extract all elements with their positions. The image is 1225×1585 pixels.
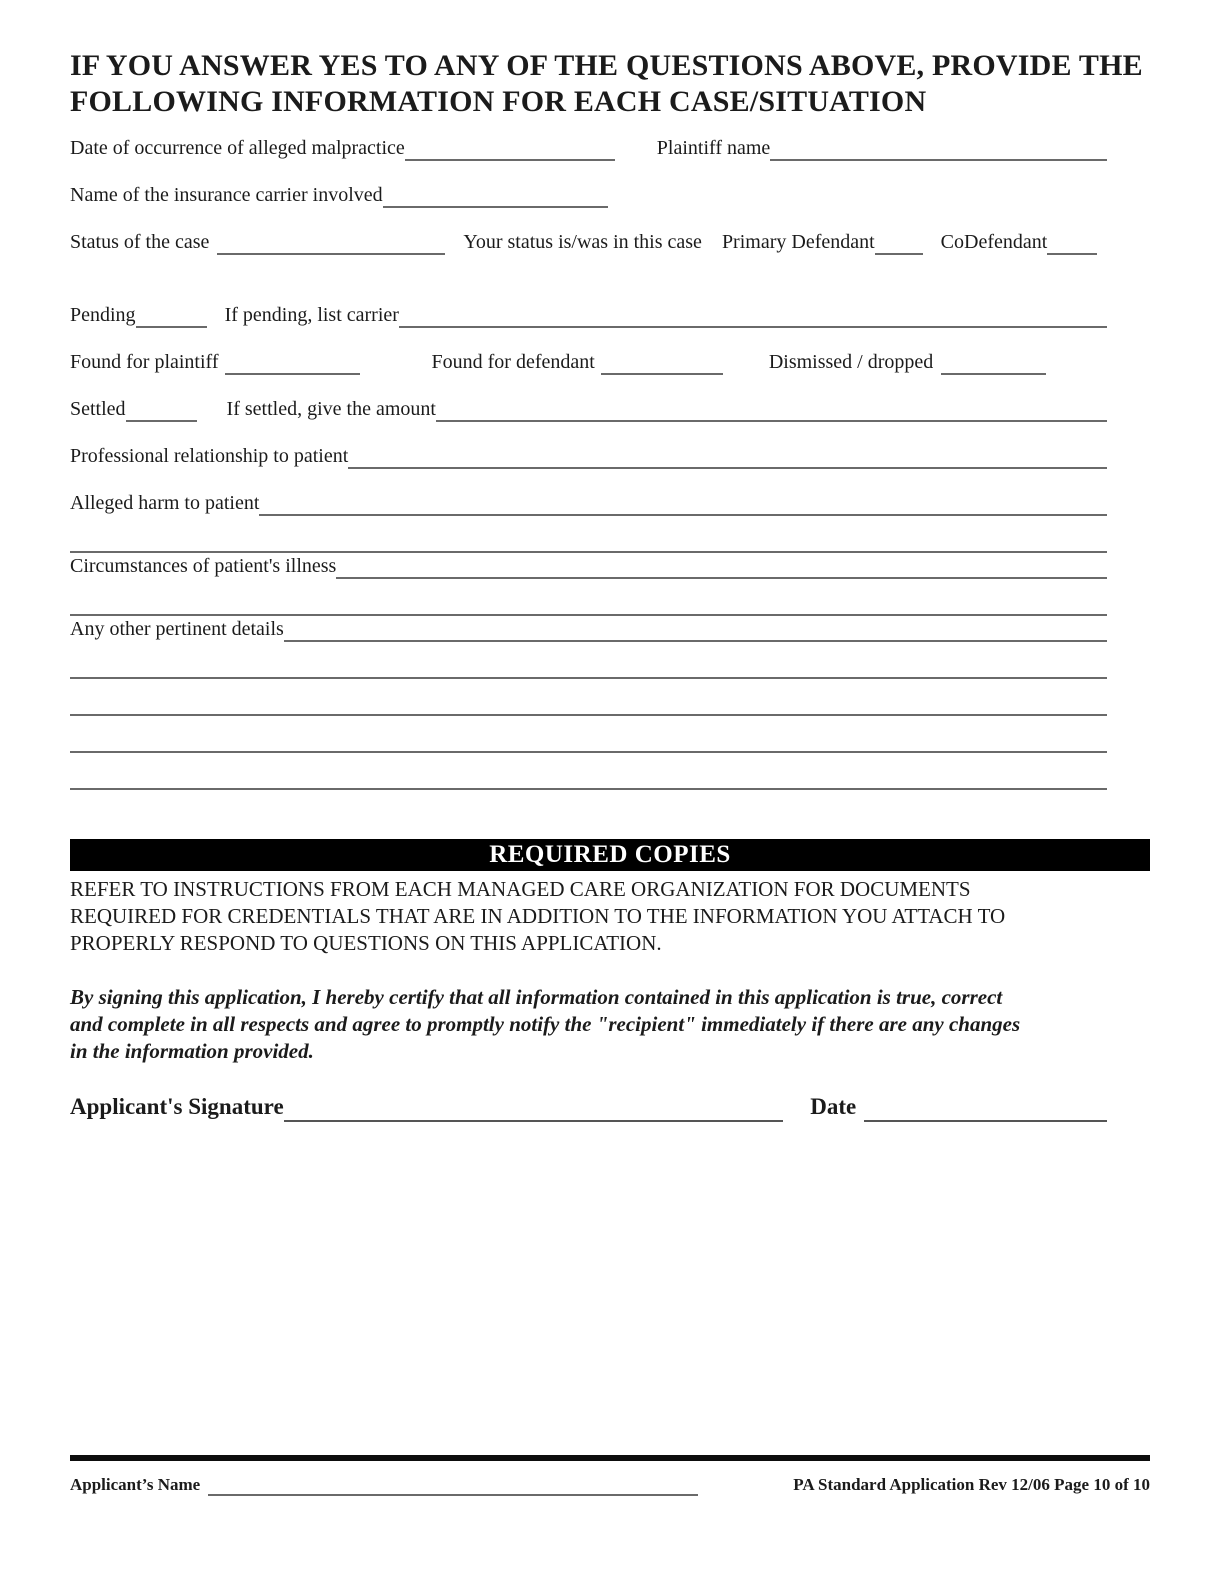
instructions-line-2: REQUIRED FOR CREDENTIALS THAT ARE IN ADDITION TO THE INFORMATION YOU ATTACH TO	[70, 904, 1006, 928]
row-date-plaintiff	[70, 135, 1107, 161]
required-copies-title: REQUIRED COPIES	[489, 841, 731, 868]
instructions-line-3: PROPERLY RESPOND TO QUESTIONS ON THIS APPLICATION.	[70, 931, 662, 955]
certification-line-1: By signing this application, I hereby certify that all information contained in this application is true, correct	[70, 985, 1003, 1009]
date-of-occurrence-input[interactable]	[405, 155, 615, 161]
signature-date-input[interactable]	[864, 1116, 1107, 1122]
if-settled-label: If settled, give the amount	[226, 398, 436, 420]
circumstances-input[interactable]	[336, 573, 1107, 579]
found-for-plaintiff-input[interactable]	[225, 369, 360, 375]
insurance-carrier-label: Name of the insurance carrier involved	[70, 184, 383, 206]
page-title	[70, 48, 1143, 120]
settled-input[interactable]	[126, 416, 197, 422]
found-for-defendant-input[interactable]	[601, 369, 723, 375]
applicants-signature-label: Applicant's Signature	[70, 1094, 284, 1119]
other-details-input-line-3[interactable]	[70, 679, 1107, 716]
circumstances-label: Circumstances of patient's illness	[70, 555, 337, 577]
professional-relationship-label: Professional relationship to patient	[70, 445, 349, 467]
if-pending-label: If pending, list carrier	[224, 304, 399, 326]
page-title-line-1: IF YOU ANSWER YES TO ANY OF THE QUESTIONS ABOVE, PROVIDE THE	[70, 49, 1143, 82]
required-copies-instructions	[70, 876, 1107, 957]
pending-input[interactable]	[136, 322, 207, 328]
footer-divider	[70, 1455, 1150, 1461]
row-settled	[70, 396, 1107, 422]
found-for-defendant-label: Found for defendant	[431, 351, 595, 373]
required-copies-banner	[70, 839, 1150, 871]
document-info: PA Standard Application Rev 12/06 Page 10 of 10	[793, 1475, 1150, 1494]
applicants-signature-input[interactable]	[284, 1116, 784, 1122]
dismissed-dropped-label: Dismissed / dropped	[768, 351, 934, 373]
other-details-input-line-5[interactable]	[70, 753, 1107, 790]
pending-label: Pending	[70, 304, 136, 326]
row-signature	[70, 1092, 1107, 1122]
row-outcomes	[70, 349, 1107, 375]
row-circumstances	[70, 553, 1107, 579]
instructions-line-1: REFER TO INSTRUCTIONS FROM EACH MANAGED CARE ORGANIZATION FOR DOCUMENTS	[70, 877, 971, 901]
applicants-name-label: Applicant’s Name	[70, 1475, 201, 1494]
other-details-input-line-4[interactable]	[70, 716, 1107, 753]
plaintiff-name-label: Plaintiff name	[656, 137, 771, 159]
professional-relationship-input[interactable]	[348, 463, 1107, 469]
page-footer	[70, 1455, 1150, 1496]
codefendant-label: CoDefendant	[940, 231, 1048, 253]
row-insurance-carrier	[70, 182, 1107, 208]
settled-amount-input[interactable]	[436, 416, 1107, 422]
certification-line-2: and complete in all respects and agree to promptly notify the "recipient" immediately if there are any changes	[70, 1012, 1021, 1036]
footer-row	[70, 1474, 1150, 1496]
row-case-status	[70, 229, 1107, 255]
row-alleged-harm	[70, 490, 1107, 516]
other-details-input[interactable]	[284, 636, 1107, 642]
circumstances-input-line-2[interactable]	[70, 579, 1107, 616]
applicants-name-input[interactable]	[208, 1490, 698, 1496]
certification-line-3: in the information provided.	[70, 1039, 314, 1063]
primary-defendant-input[interactable]	[875, 249, 923, 255]
status-of-case-label: Status of the case	[70, 231, 210, 253]
row-professional-relationship	[70, 443, 1107, 469]
status-of-case-input[interactable]	[217, 249, 445, 255]
your-status-label: Your status is/was in this case	[463, 231, 702, 253]
alleged-harm-input-line-2[interactable]	[70, 516, 1107, 553]
alleged-harm-label: Alleged harm to patient	[70, 492, 260, 514]
other-details-label: Any other pertinent details	[70, 618, 284, 640]
page-title-line-2: FOLLOWING INFORMATION FOR EACH CASE/SITUATION	[70, 85, 927, 118]
codefendant-input[interactable]	[1047, 249, 1097, 255]
certification-statement	[70, 984, 1135, 1065]
row-other-details	[70, 616, 1107, 642]
alleged-harm-input[interactable]	[259, 510, 1107, 516]
settled-label: Settled	[70, 398, 126, 420]
date-of-occurrence-label: Date of occurrence of alleged malpractice	[70, 137, 405, 159]
found-for-plaintiff-label: Found for plaintiff	[70, 351, 219, 373]
row-pending	[70, 302, 1107, 328]
primary-defendant-label: Primary Defendant	[721, 231, 875, 253]
other-details-input-line-2[interactable]	[70, 642, 1107, 679]
insurance-carrier-input[interactable]	[383, 202, 608, 208]
plaintiff-name-input[interactable]	[770, 155, 1107, 161]
signature-date-label: Date	[810, 1094, 857, 1119]
dismissed-dropped-input[interactable]	[941, 369, 1046, 375]
pending-carrier-input[interactable]	[399, 322, 1107, 328]
